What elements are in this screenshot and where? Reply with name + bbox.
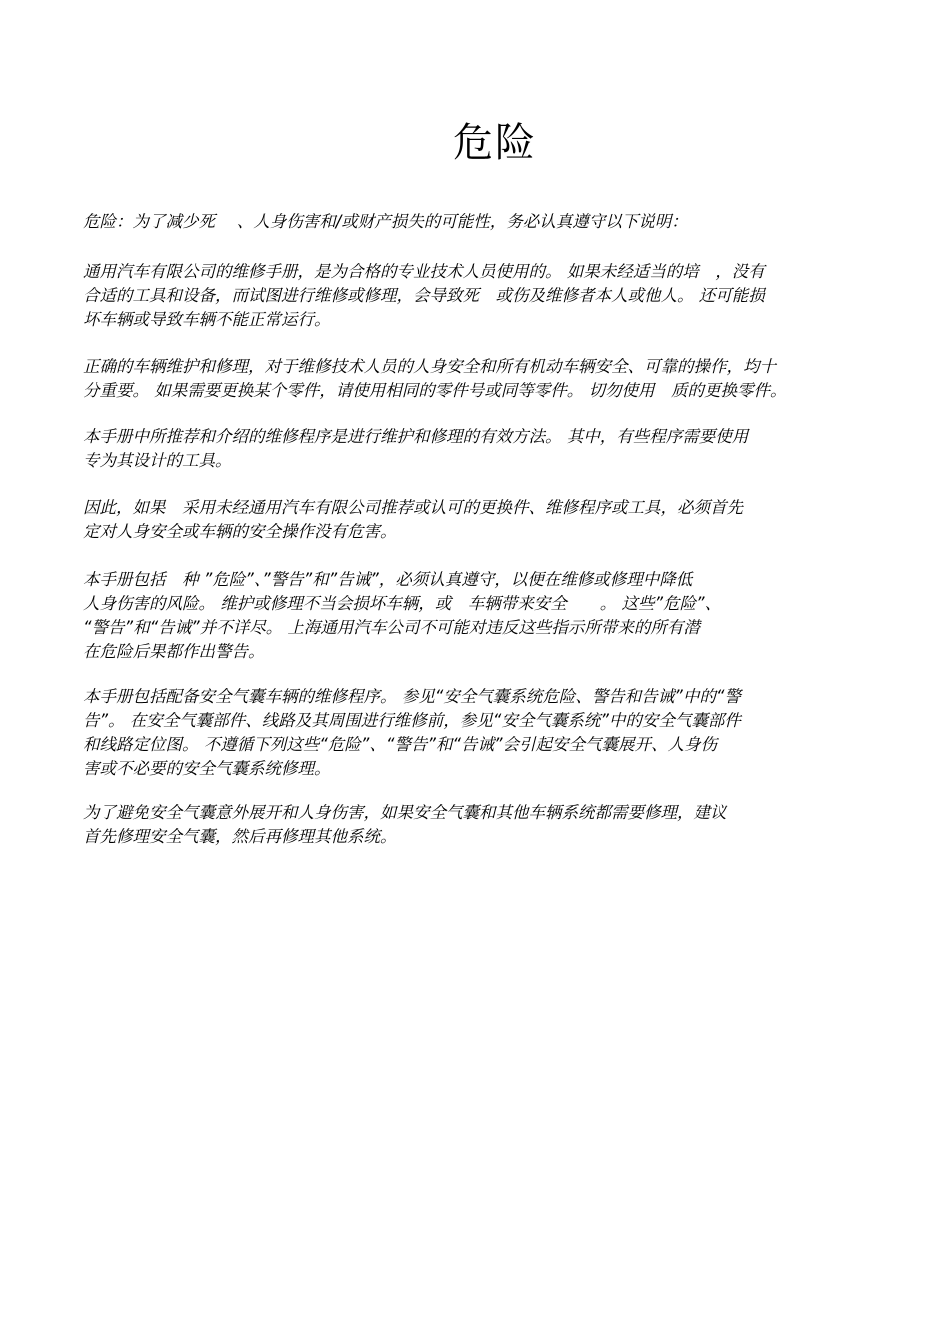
paragraph-danger-intro — [83, 210, 913, 234]
paragraph-line: 坏车辆或导致车辆不能正常运行。 — [83, 310, 331, 329]
paragraph-line: 通用汽车有限公司的维修手册，是为合格的专业技术人员使用的。 如果未经适当的培 ，没有 — [83, 262, 765, 281]
paragraph-line: 为了避免安全气囊意外展开和人身伤害，如果安全气囊和其他车辆系统都需要修理，建议 — [83, 803, 727, 822]
paragraph-line: 正确的车辆维护和修理，对于维修技术人员的人身安全和所有机动车辆安全、可靠的操作，均十 — [83, 357, 776, 376]
page-title: 危险 — [453, 120, 537, 166]
paragraph-correct-maintenance — [83, 355, 913, 403]
paragraph-line: 在危险后果都作出警告。 — [83, 642, 265, 661]
paragraph-line: 告”。 在安全气囊部件、线路及其周围进行维修前，参见“安全气囊系统”中的安全气囊部件 — [83, 711, 741, 730]
paragraph-line: “警告”和“告诫”并不详尽。 上海通用汽车公司不可能对违反这些指示所带来的所有潜 — [83, 618, 700, 637]
paragraph-airbag-procedures — [83, 685, 913, 781]
paragraph-line: 专为其设计的工具。 — [83, 451, 232, 470]
paragraph-line: 本手册包括 种 ”危险”、”警告”和”告诫”，必须认真遵守，以便在维修或修理中降低 — [83, 570, 693, 589]
paragraph-line: 危险：为了减少死 、人身伤害和/或财产损失的可能性，务必认真遵守以下说明： — [83, 212, 688, 231]
paragraph-line: 害或不必要的安全气囊系统修理。 — [83, 759, 331, 778]
paragraph-airbag-first — [83, 801, 913, 849]
paragraph-line: 人身伤害的风险。 维护或修理不当会损坏车辆，或 车辆带来安全 。 这些”危险”、 — [83, 594, 722, 613]
paragraph-manual-purpose — [83, 260, 913, 332]
paragraph-line: 合适的工具和设备，而试图进行维修或修理，会导致死 或伤及维修者本人或他人。 还可能损 — [83, 286, 765, 305]
paragraph-warning-types — [83, 568, 913, 664]
paragraph-line: 本手册包括配备安全气囊车辆的维修程序。 参见“安全气囊系统危险、警告和告诫”中的“警 — [83, 687, 741, 706]
paragraph-line: 和线路定位图。 不遵循下列这些“危险”、“警告”和“告诫”会引起安全气囊展开、人身伤 — [83, 735, 718, 754]
paragraph-line: 分重要。 如果需要更换某个零件，请使用相同的零件号或同等零件。 切勿使用 质的更换零件。 — [83, 381, 787, 400]
paragraph-line: 首先修理安全气囊，然后再修理其他系统。 — [83, 827, 397, 846]
paragraph-line: 本手册中所推荐和介绍的维修程序是进行维护和修理的有效方法。 其中，有些程序需要使用 — [83, 427, 749, 446]
paragraph-line: 因此，如果 采用未经通用汽车有限公司推荐或认可的更换件、维修程序或工具，必须首先 — [83, 498, 743, 517]
paragraph-unapproved-parts — [83, 496, 913, 544]
paragraph-line: 定对人身安全或车辆的安全操作没有危害。 — [83, 522, 397, 541]
paragraph-recommended-procedures — [83, 425, 913, 473]
